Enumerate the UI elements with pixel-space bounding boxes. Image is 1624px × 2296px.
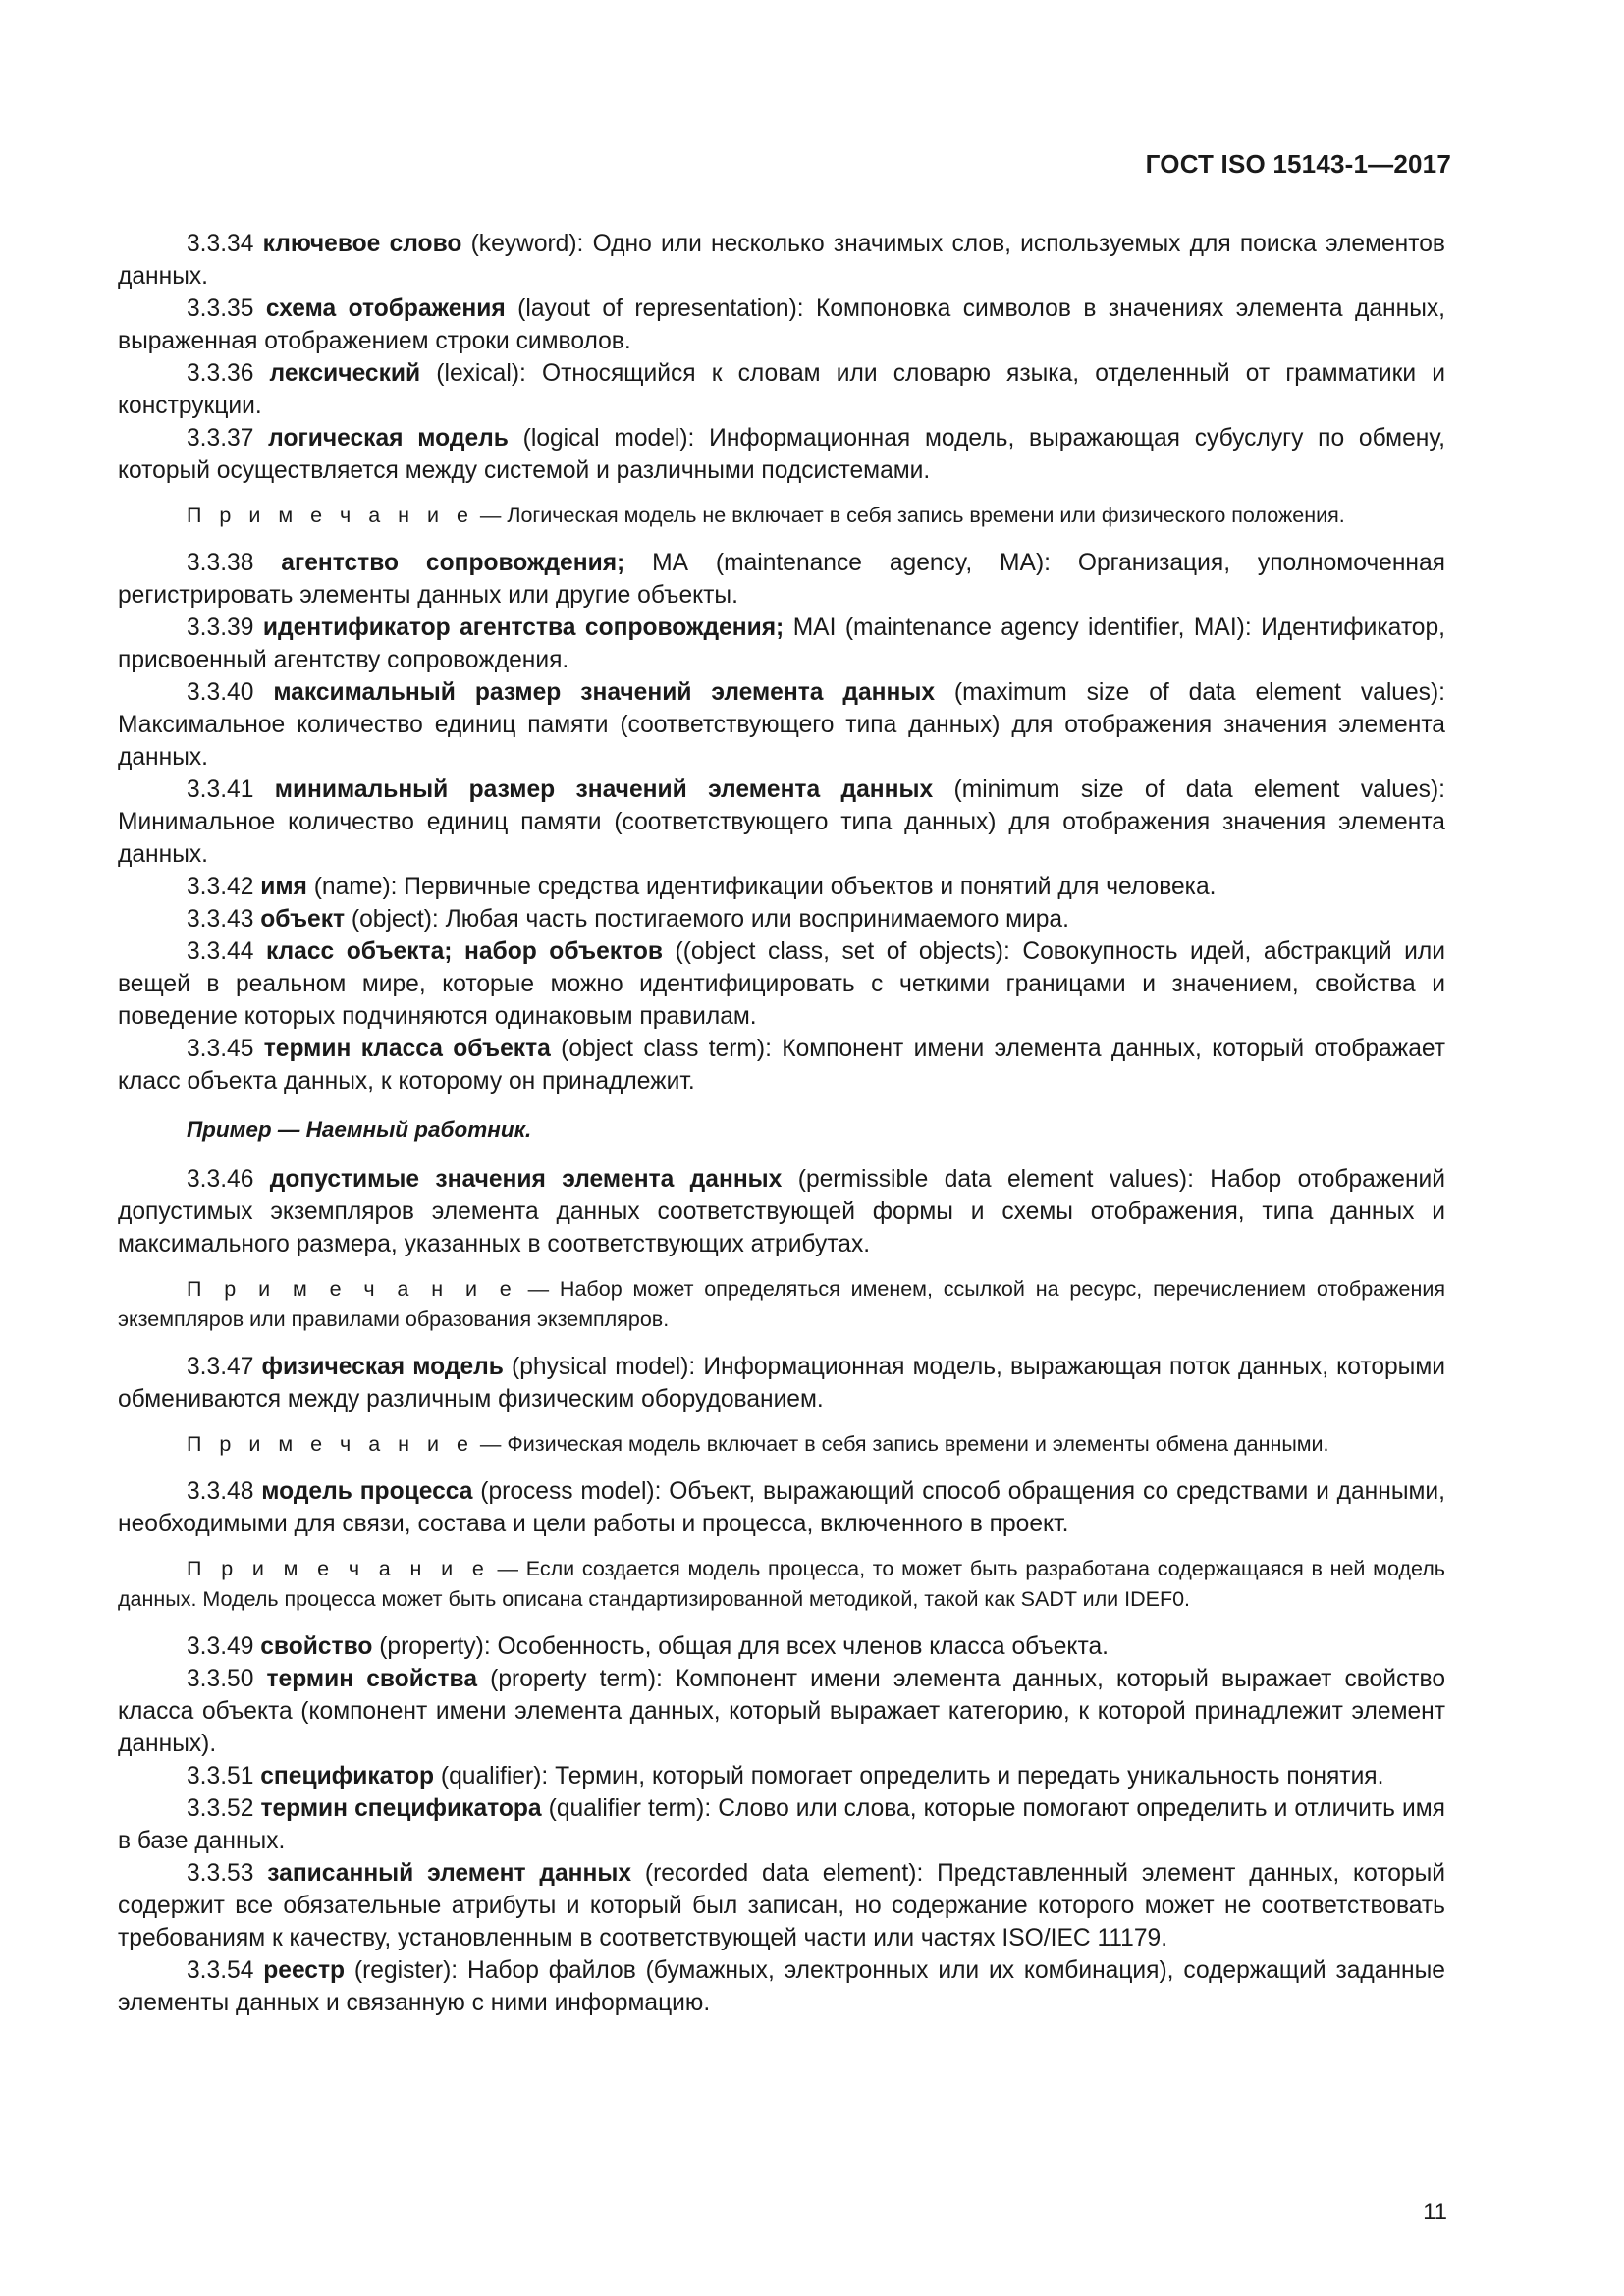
entry-definition: (process model): Объект, выражающий способ обращения со средствами и данными, необходимыми для связи, состава и цели работы и процесса, включенного в проект. [118,1478,1446,1537]
entry-number: 3.3.54 [187,1957,254,1984]
note-paragraph [118,1274,1445,1335]
entry-number: 3.3.37 [187,425,254,452]
definition-entry [118,293,1445,357]
entry-term: реестр [263,1957,346,1984]
entry-definition: (layout of representation): Компоновка символов в значениях элемента данных, выраженная отображением строки символов. [118,295,1446,354]
entry-term: записанный элемент данных [267,1860,632,1887]
entry-definition: (object): Любая часть постигаемого или воспринимаемого мира. [345,906,1069,933]
entry-number: 3.3.52 [187,1795,254,1822]
entry-term: схема отображения [265,295,506,322]
document-header-id: ГОСТ ISO 15143-1—2017 [1145,149,1451,179]
definition-entry [118,1857,1445,1954]
entry-term: логическая модель [268,425,509,452]
definition-entry [118,1163,1445,1260]
entry-number: 3.3.38 [187,550,254,576]
note-label: П р и м е ч а н и е [187,1277,517,1301]
entry-number: 3.3.40 [187,679,254,706]
definition-entry [118,871,1445,903]
entry-definition: (property term): Компонент имени элемента данных, который выражает свойство класса объекта (компонент имени элемента данных, который выражает категорию, к которой принадлежит элемент данных). [118,1666,1445,1757]
entry-number: 3.3.45 [187,1036,254,1062]
entry-number: 3.3.50 [187,1666,254,1692]
entry-number: 3.3.44 [187,938,254,965]
entry-term: агентство сопровождения; [281,550,625,576]
entry-number: 3.3.42 [187,874,254,900]
definition-entry [118,1792,1445,1857]
entry-number: 3.3.46 [187,1166,254,1193]
entry-term: свойство [260,1633,373,1660]
entry-definition: (qualifier term): Слово или слова, которые помогают определить и отличить имя в базе данных. [118,1795,1445,1854]
entry-term: идентификатор агентства сопровождения; [262,614,785,641]
definitions-list [118,228,1445,2019]
entry-number: 3.3.49 [187,1633,254,1660]
definition-entry [118,1475,1445,1540]
definition-entry [118,357,1445,422]
entry-term: максимальный размер значений элемента данных [273,679,936,706]
entry-definition: (name): Первичные средства идентификации объектов и понятий для человека. [306,874,1217,900]
example-paragraph: Пример — Наемный работник. [187,1117,532,1142]
note-paragraph [118,1429,1445,1460]
entry-definition: (permissible data element values): Набор отображений допустимых экземпляров элемента данных соответствующей формы и схемы отображения, типа данных и максимального размера, указанных в соответствующих атрибутах. [118,1166,1445,1257]
note-text: — Если создается модель процесса, то может быть разработана содержащаяся в ней модель данных. Модель процесса может быть описана стандартизированной методикой, такой как SADT или IDEF0. [118,1557,1445,1611]
entry-definition: ((object class, set of objects): Совокупность идей, абстракций или вещей в реальном мире, которые можно идентифицировать с четкими границами и значением, свойства и поведение которых подчиняются одинаковым правилам. [118,938,1446,1030]
entry-definition: MAI (maintenance agency identifier, MAI): Идентификатор, присвоенный агентству сопровождения. [118,614,1445,673]
entry-definition: (minimum size of data element values): Минимальное количество единиц памяти (соответствующего типа данных) для отображения значения элемента данных. [118,776,1445,868]
note-paragraph [118,1554,1445,1615]
definition-entry [118,228,1445,293]
entry-definition: (physical model): Информационная модель, выражающая поток данных, которыми обмениваются между различным физическим оборудованием. [118,1354,1446,1413]
note-text: — Логическая модель не включает в себя запись времени или физического положения. [473,504,1345,527]
entry-definition: (lexical): Относящийся к словам или словарю языка, отделенный от грамматики и конструкции. [118,360,1445,419]
entry-term: объект [260,906,346,933]
note-text: — Физическая модель включает в себя запись времени и элементы обмена данными. [473,1432,1329,1456]
entry-term: класс объекта; набор объектов [265,938,663,965]
definition-entry [118,1033,1445,1097]
entry-definition: (logical model): Информационная модель, выражающая субуслугу по обмену, который осуществляется между системой и различными подсистемами. [118,425,1445,484]
entry-number: 3.3.34 [187,231,254,257]
entry-term: спецификатор [260,1763,435,1789]
entry-definition: (property): Особенность, общая для всех членов класса объекта. [372,1633,1109,1660]
entry-term: лексический [269,360,421,387]
note-text: — Набор может определяться именем, ссылкой на ресурс, перечислением отображения экземпляров или правилами образования экземпляров. [118,1277,1445,1331]
entry-term: модель процесса [261,1478,473,1505]
definition-entry [118,676,1445,774]
entry-definition: (keyword): Одно или несколько значимых слов, используемых для поиска элементов данных. [118,231,1445,290]
note-label: П р и м е ч а н и е [187,1557,490,1580]
entry-number: 3.3.43 [187,906,254,933]
entry-definition: МА (maintenance agency, MA): Организация, уполномоченная регистрировать элементы данных или другие объекты. [118,550,1445,609]
entry-term: ключевое слово [262,231,462,257]
entry-number: 3.3.48 [187,1478,254,1505]
entry-term: физическая модель [261,1354,504,1380]
note-label: П р и м е ч а н и е [187,1432,474,1456]
entry-number: 3.3.39 [187,614,254,641]
entry-number: 3.3.51 [187,1763,254,1789]
entry-number: 3.3.36 [187,360,254,387]
definition-entry [118,935,1445,1033]
entry-number: 3.3.53 [187,1860,254,1887]
entry-term: термин класса объекта [263,1036,551,1062]
entry-number: 3.3.35 [187,295,254,322]
definition-entry [118,1954,1445,2019]
definition-entry [118,612,1445,676]
entry-term: имя [260,874,307,900]
note-label: П р и м е ч а н и е [187,504,474,527]
entry-definition: (object class term): Компонент имени элемента данных, который отображает класс объекта данных, к которому он принадлежит. [118,1036,1445,1095]
definition-entry [118,903,1445,935]
entry-term: термин спецификатора [260,1795,542,1822]
definition-entry [118,1760,1445,1792]
entry-definition: (register): Набор файлов (бумажных, электронных или их комбинация), содержащий заданные элементы данных и связанную с ними информацию. [118,1957,1445,2016]
entry-term: минимальный размер значений элемента данных [274,776,934,803]
entry-number: 3.3.47 [187,1354,254,1380]
definition-entry [118,547,1445,612]
note-paragraph [118,501,1445,531]
definition-entry [118,1630,1445,1663]
entry-number: 3.3.41 [187,776,254,803]
definition-entry [118,1663,1445,1760]
entry-term: допустимые значения элемента данных [269,1166,783,1193]
entry-definition: (qualifier): Термин, который помогает определить и передать уникальность понятия. [434,1763,1384,1789]
page-number: 11 [1423,2199,1447,2225]
entry-term: термин свойства [266,1666,478,1692]
entry-definition: (maximum size of data element values): Максимальное количество единиц памяти (соответствующего типа данных) для отображения значения элемента данных. [118,679,1445,771]
definition-entry [118,1351,1445,1415]
definition-entry [118,774,1445,871]
definition-entry [118,422,1445,487]
entry-definition: (recorded data element): Представленный элемент данных, который содержит все обязательные атрибуты и который был записан, но содержание которого может не соответствовать требованиям к качеству, установленным в соответствующей части или частях ISO/IEC 11179. [118,1860,1445,1951]
